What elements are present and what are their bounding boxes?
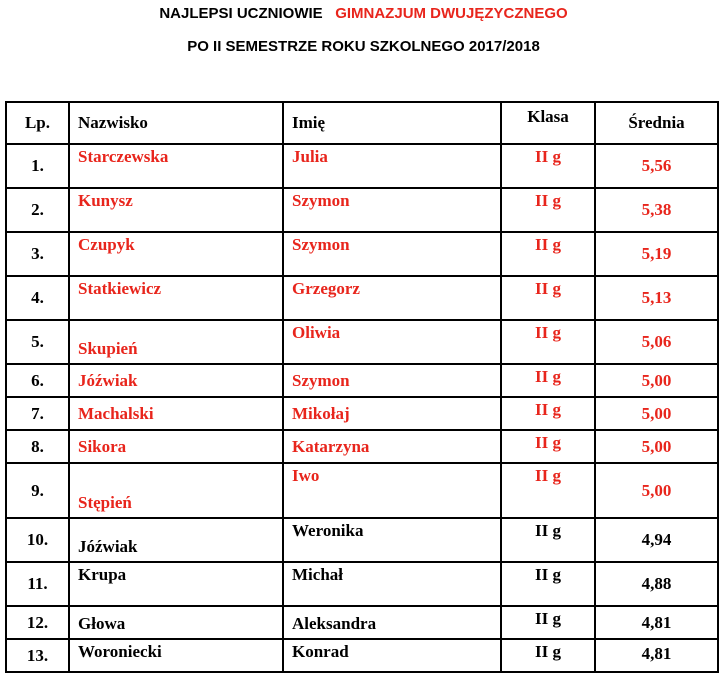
row-average: 4,81 [595,639,718,672]
table-row [6,276,718,320]
row-average: 5,56 [595,144,718,188]
row-class: II g [501,364,595,397]
row-number: 9. [6,463,69,518]
row-first-name: Grzegorz [283,276,501,320]
row-surname: Kunysz [69,188,283,232]
row-first-name: Julia [283,144,501,188]
row-number: 1. [6,144,69,188]
document-title-line-2: PO II SEMESTRZE ROKU SZKOLNEGO 2017/2018 [187,38,540,55]
row-surname: Krupa [69,562,283,606]
row-first-name: Iwo [283,463,501,518]
row-first-name: Weronika [283,518,501,562]
table-row [6,364,718,397]
row-first-name: Aleksandra [283,606,501,639]
row-number: 3. [6,232,69,276]
row-class: II g [501,639,595,672]
table-row [6,232,718,276]
row-number: 4. [6,276,69,320]
row-first-name: Szymon [283,232,501,276]
table-row [6,320,718,364]
row-surname: Stępień [69,463,283,518]
row-class: II g [501,232,595,276]
row-surname: Machalski [69,397,283,430]
header-first-name: Imię [283,102,501,144]
row-average: 4,94 [595,518,718,562]
row-first-name: Michał [283,562,501,606]
title-prefix: NAJLEPSI UCZNIOWIE [159,5,323,22]
table-row [6,188,718,232]
row-surname: Sikora [69,430,283,463]
row-number: 10. [6,518,69,562]
table-row [6,518,718,562]
row-class: II g [501,430,595,463]
row-number: 12. [6,606,69,639]
row-class: II g [501,320,595,364]
document-title-line-1 [0,5,727,22]
row-average: 5,00 [595,364,718,397]
row-number: 6. [6,364,69,397]
header-surname: Nazwisko [69,102,283,144]
row-number: 2. [6,188,69,232]
row-surname: Skupień [69,320,283,364]
row-surname: Starczewska [69,144,283,188]
row-average: 5,00 [595,430,718,463]
row-average: 5,19 [595,232,718,276]
row-number: 7. [6,397,69,430]
row-average: 4,81 [595,606,718,639]
row-average: 5,13 [595,276,718,320]
table-row [6,144,718,188]
row-surname: Głowa [69,606,283,639]
table-row [6,562,718,606]
row-first-name: Szymon [283,188,501,232]
row-class: II g [501,276,595,320]
header-number: Lp. [6,102,69,144]
row-surname: Woroniecki [69,639,283,672]
row-average: 5,00 [595,463,718,518]
row-class: II g [501,562,595,606]
row-first-name: Oliwia [283,320,501,364]
row-surname: Jóźwiak [69,518,283,562]
row-surname: Czupyk [69,232,283,276]
header-class: Klasa [501,102,595,144]
ranking-table [5,101,719,673]
title-school-name: GIMNAZJUM DWUJĘZYCZNEGO [335,5,568,22]
header-average: Średnia [595,102,718,144]
table-row [6,430,718,463]
row-average: 4,88 [595,562,718,606]
row-number: 11. [6,562,69,606]
row-number: 13. [6,639,69,672]
row-class: II g [501,518,595,562]
row-class: II g [501,188,595,232]
row-average: 5,06 [595,320,718,364]
row-class: II g [501,606,595,639]
row-surname: Jóźwiak [69,364,283,397]
table-row [6,463,718,518]
row-surname: Statkiewicz [69,276,283,320]
row-class: II g [501,397,595,430]
table-row [6,639,718,672]
row-class: II g [501,463,595,518]
table-header-row [6,102,718,144]
row-class: II g [501,144,595,188]
row-first-name: Katarzyna [283,430,501,463]
table-row [6,397,718,430]
row-first-name: Konrad [283,639,501,672]
row-number: 5. [6,320,69,364]
row-average: 5,00 [595,397,718,430]
row-average: 5,38 [595,188,718,232]
table-row [6,606,718,639]
row-number: 8. [6,430,69,463]
row-first-name: Mikołaj [283,397,501,430]
row-first-name: Szymon [283,364,501,397]
